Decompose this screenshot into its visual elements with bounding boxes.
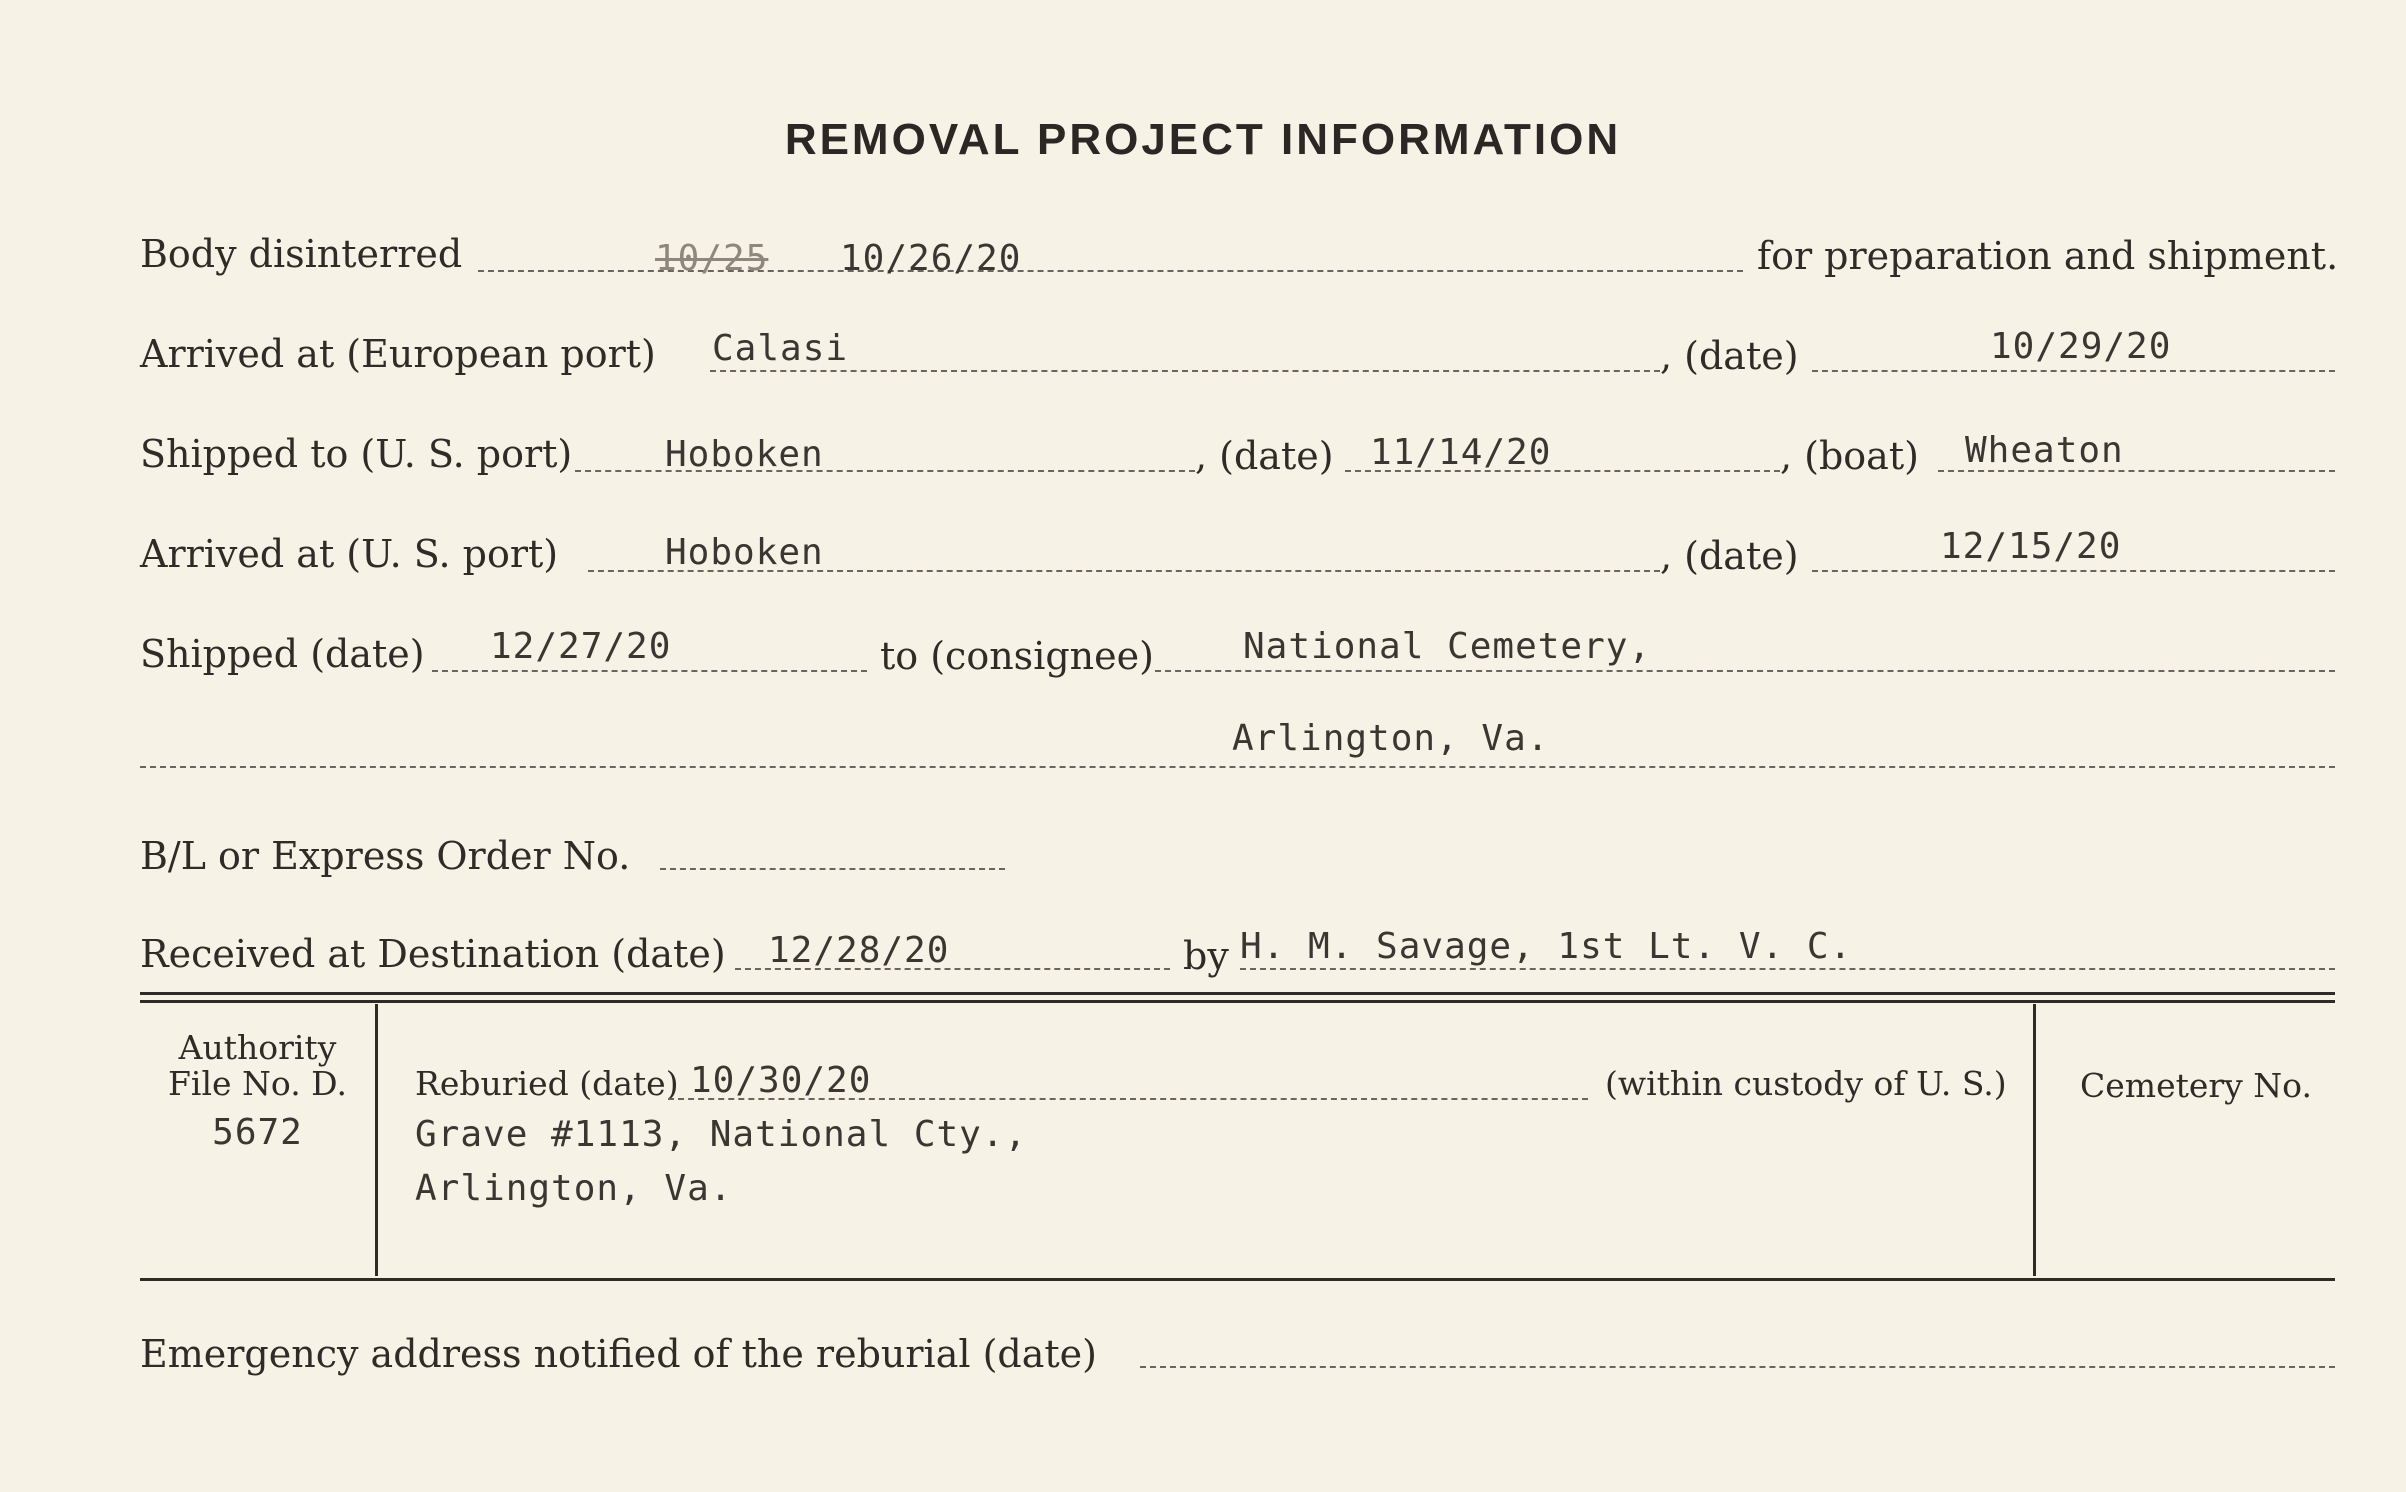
- shipped-date-value[interactable]: 12/27/20: [490, 626, 672, 667]
- received-by-label: by: [1183, 934, 1229, 978]
- reburied-label: Reburied (date): [415, 1064, 679, 1103]
- received-label: Received at Destination (date): [140, 932, 726, 976]
- shipped-date-line: [432, 670, 867, 672]
- reburial-line2[interactable]: Arlington, Va.: [415, 1168, 733, 1209]
- consignee-line: [1155, 670, 2335, 672]
- us-port-arrive-date-label: , (date): [1660, 534, 1799, 578]
- us-port-arrive-date-value[interactable]: 12/15/20: [1940, 526, 2122, 567]
- consignee-continuation-line: [140, 766, 2335, 768]
- table-top-rule-1: [140, 992, 2335, 995]
- table-top-rule-2: [140, 1000, 2335, 1003]
- reburied-date-value[interactable]: 10/30/20: [690, 1060, 872, 1101]
- reburial-line1[interactable]: Grave #1113, National Cty.,: [415, 1114, 1028, 1155]
- us-port-ship-date-value[interactable]: 11/14/20: [1370, 432, 1552, 473]
- european-port-date-value[interactable]: 10/29/20: [1990, 326, 2172, 367]
- emergency-line[interactable]: [1140, 1366, 2335, 1368]
- us-port-ship-boat-label: , (boat): [1780, 434, 1919, 478]
- european-port-value[interactable]: Calasi: [712, 328, 849, 369]
- us-port-arrive-value[interactable]: Hoboken: [665, 532, 824, 573]
- consignee-line1[interactable]: National Cemetery,: [1243, 626, 1652, 667]
- european-port-line: [710, 370, 1660, 372]
- authority-line2: File No. D.: [168, 1064, 347, 1103]
- authority-number[interactable]: 5672: [212, 1112, 303, 1153]
- emergency-label: Emergency address notified of the reburial (date): [140, 1332, 1097, 1376]
- received-by-line: [1240, 968, 2335, 970]
- us-port-ship-label: Shipped to (U. S. port): [140, 432, 573, 476]
- card-title: REMOVAL PROJECT INFORMATION: [784, 115, 1622, 164]
- received-date-value[interactable]: 12/28/20: [768, 930, 950, 971]
- disinterred-suffix: for preparation and shipment.: [1757, 234, 2339, 278]
- shipped-label: Shipped (date): [140, 632, 425, 676]
- table-bottom-rule: [140, 1278, 2335, 1281]
- table-divider-left: [375, 1004, 378, 1276]
- table-divider-right: [2033, 1004, 2036, 1276]
- bl-label: B/L or Express Order No.: [140, 834, 631, 878]
- disinterred-struck-value: 10/25: [655, 238, 769, 279]
- us-port-arrive-label: Arrived at (U. S. port): [140, 532, 559, 576]
- us-port-arrive-date-line: [1812, 570, 2335, 572]
- received-by-value[interactable]: H. M. Savage, 1st Lt. V. C.: [1240, 926, 1853, 967]
- authority-label: [150, 1030, 365, 1102]
- authority-line1: Authority: [178, 1028, 337, 1067]
- consignee-label: to (consignee): [880, 634, 1154, 678]
- us-port-ship-date-label: , (date): [1195, 434, 1334, 478]
- bl-line[interactable]: [660, 868, 1005, 870]
- disinterred-label: Body disinterred: [140, 232, 463, 276]
- european-port-date-label: , (date): [1660, 334, 1799, 378]
- disinterred-value[interactable]: 10/26/20: [840, 238, 1022, 279]
- us-port-ship-boat-value[interactable]: Wheaton: [1965, 430, 2124, 471]
- consignee-line2[interactable]: Arlington, Va.: [1232, 718, 1550, 759]
- us-port-ship-value[interactable]: Hoboken: [665, 434, 824, 475]
- european-port-label: Arrived at (European port): [140, 332, 656, 376]
- custody-note: (within custody of U. S.): [1605, 1064, 2007, 1103]
- cemetery-no-label: Cemetery No.: [2080, 1066, 2312, 1105]
- european-port-date-line: [1812, 370, 2335, 372]
